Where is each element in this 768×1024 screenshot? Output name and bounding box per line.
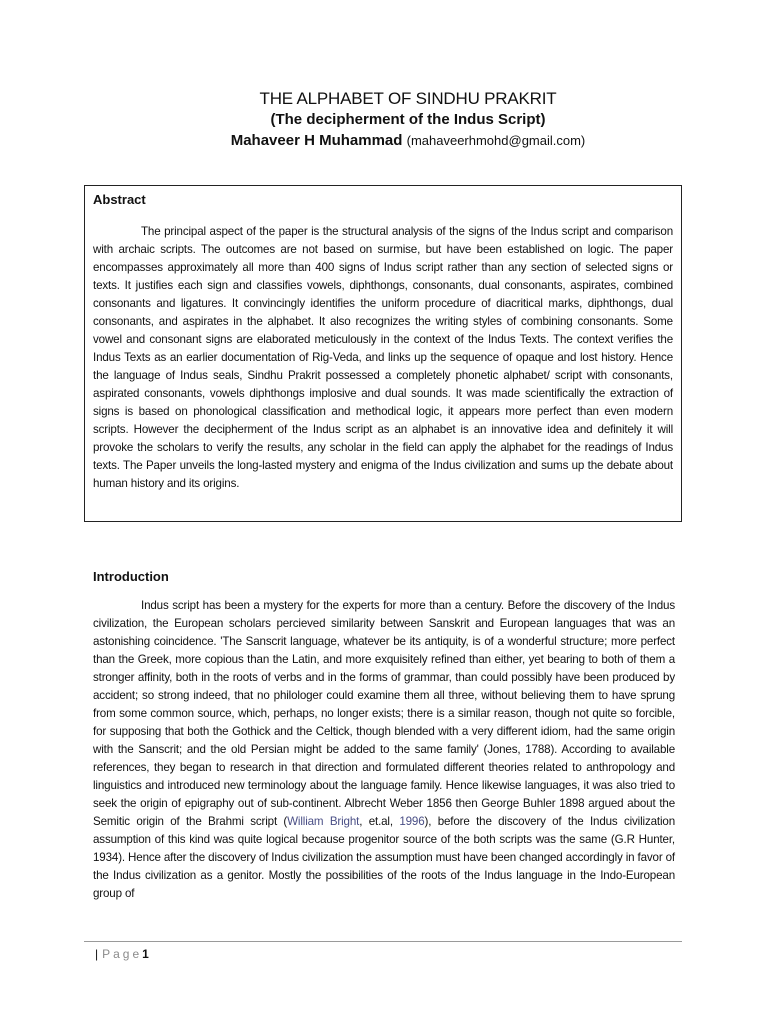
footer-separator: |	[95, 947, 99, 961]
paper-subtitle: (The decipherment of the Indus Script)	[270, 111, 546, 128]
author-email: (mahaveerhmohd@gmail.com)	[406, 133, 586, 148]
introduction-text	[93, 597, 675, 903]
footer-page-label: Page	[102, 947, 143, 961]
introduction-text-part1: Indus script has been a mystery for the experts for more than a century. Before the discovery of the Indus civilization, the European scholars percieved similarity between Sanskrit and European languages that was an astonishing coincidence. 'The Sanscrit language, whatever be its antiquity, is of a wonderful structure; more perfect than the Greek, more copious than the Latin, and more exquisitely refined than either, yet bearing to both of them a stronger affinity, both in the roots of verbs and in the forms of grammar, than could possibly have been produced by accident; so strong indeed, that no philologer could examine them all three, without believing them to have sprung from some common source, which, perhaps, no longer exists; there is a similar reason, though not quite so forcible, for supposing that both the Gothick and the Celtick, though blended with a very different idiom, had the same origin with the Sanscrit; and the old Persian might be added to the same family' (Jones, 1788). According to available references, they began to research in that direction and formulated different theories related to anthropology and linguistics and introduced new terminology about the language family. Hence likewise languages, it was also tried to seek the origin of epigraphy out of sub-continent. Albrecht Weber 1856 then George Buhler 1898 argued about the Semitic origin of the Brahmi script (	[93, 599, 675, 828]
page-footer	[95, 946, 149, 962]
author-line	[0, 130, 768, 151]
citation-author: William Bright	[287, 815, 360, 828]
paper-title: THE ALPHABET OF SINDHU PRAKRIT	[259, 89, 557, 108]
footer-page-number: 1	[142, 947, 149, 961]
abstract-text: The principal aspect of the paper is the structural analysis of the signs of the Indus script and comparison with archaic scripts. The outcomes are not based on surmise, but have been established on logic. The paper encompasses approximately all more than 400 signs of Indus script rather than any section of selected signs or texts. It justifies each sign and classifies vowels, diphthongs, consonants, dual consonants, aspirates, combined consonants and ligatures. It convincingly identifies the uniform procedure of diacritical marks, diphthongs, dual consonants, and aspirates in the alphabet. It also recognizes the writing styles of combining consonants. Some vowel and consonant signs are elaborated meticulously in the context of the Indus Texts. The context verifies the Indus Texts as an earlier documentation of Rig-Veda, and links up the sequence of opaque and lost history. Hence the language of Indus seals, Sindhu Prakrit possessed a completely phonetic alphabet/ script with consonants, aspirated consonants, vowels diphthongs implosive and dual sounds. It was made scientifically the extraction of signs is based on phonological classification and methodical logic, it appears more perfect than even modern scripts. However the decipherment of the Indus script as an alphabet is an innovative idea and definitely it will provoke the scholars to verify the results, any scholar in the field can apply the alphabet for the readings of Indus texts. The Paper unveils the long-lasted mystery and enigma of the Indus civilization and sums up the debate about human history and its origins.	[93, 225, 673, 490]
abstract-box	[84, 185, 682, 522]
footer-divider	[84, 941, 682, 942]
citation-year: 1996	[399, 815, 425, 828]
title-block	[0, 88, 768, 151]
author-name: Mahaveer H Muhammad	[230, 132, 403, 149]
abstract-heading: Abstract	[93, 192, 146, 207]
introduction-heading: Introduction	[93, 569, 169, 584]
introduction-text-part2: , et.al,	[359, 815, 400, 828]
introduction-text-part3: ), before the discovery of the Indus civilization assumption of this kind was quite logical because progenitor source of the both scripts was the same (G.R Hunter, 1934). Hence after the discovery of Indus civilization the assumption must have been changed accordingly in favor of the Indus civilization as a genitor. Mostly the possibilities of the roots of the Indus language in the Indo-European group of	[93, 815, 675, 900]
